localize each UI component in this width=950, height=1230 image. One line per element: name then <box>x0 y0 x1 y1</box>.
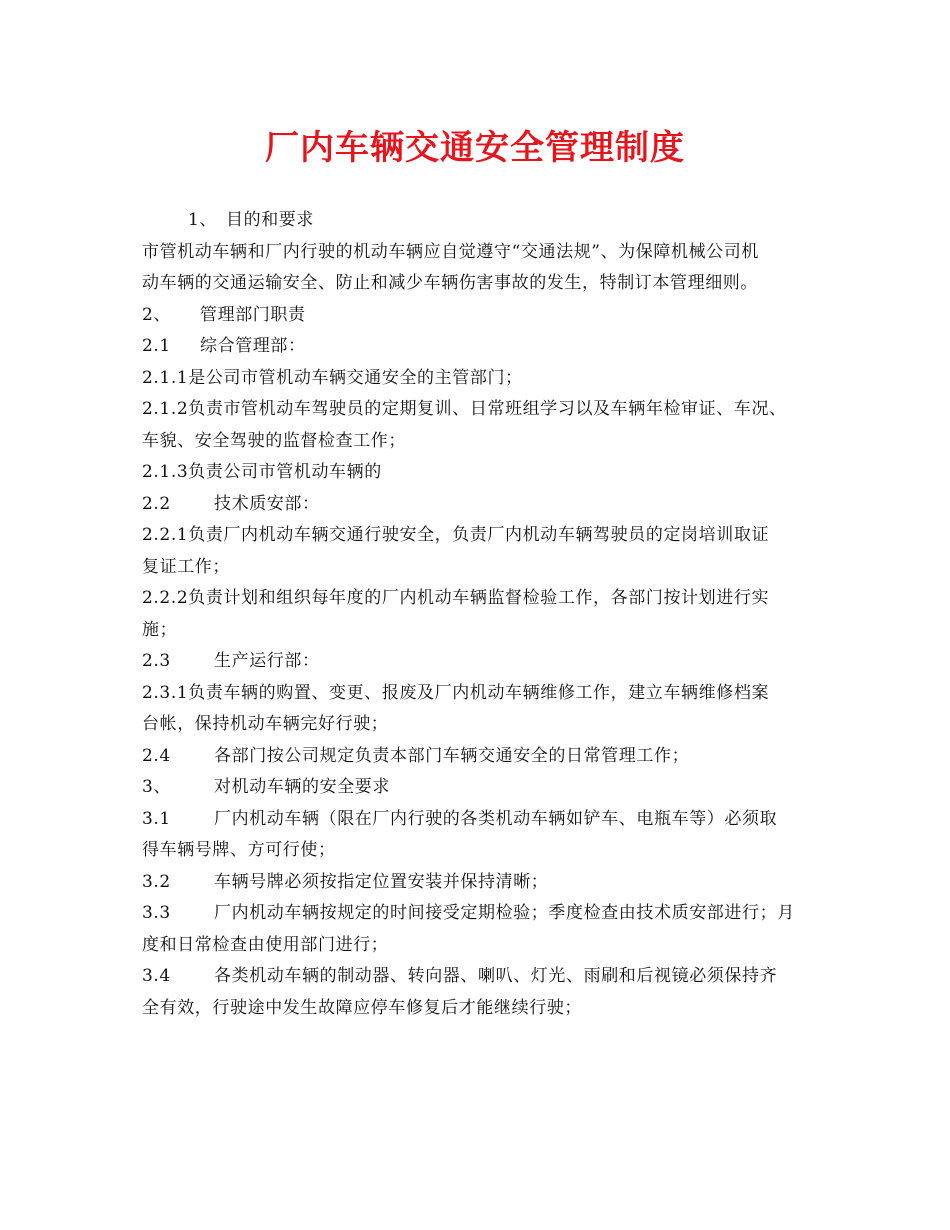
line-text: 台帐，保持机动车辆完好行驶； <box>142 714 389 734</box>
line-text: 各部门按公司规定负责本部门车辆交通安全的日常管理工作； <box>214 745 690 766</box>
line-text: 施； <box>142 619 178 640</box>
paragraph-line <box>142 552 822 584</box>
section-number: 3.4 <box>142 966 171 986</box>
paragraph-line <box>142 804 822 836</box>
section-number: 1、 <box>188 210 218 230</box>
paragraph-line <box>142 646 822 678</box>
line-text: 得车辆号牌、方可行使； <box>142 840 336 860</box>
section-number: 2.3 <box>142 651 171 671</box>
paragraph-line <box>142 867 822 899</box>
line-text: 车貌、安全驾驶的监督检查工作； <box>142 430 406 451</box>
line-text: 各类机动车辆的制动器、转向器、喇叭、灯光、雨刷和后视镜必须保持齐 <box>214 966 778 986</box>
section-number: 2.1 <box>142 336 171 356</box>
line-text: 技术质安部： <box>214 493 320 514</box>
document-body <box>142 205 822 1024</box>
line-text: 目的和要求 <box>226 210 314 230</box>
line-text: 复证工作； <box>142 556 230 577</box>
line-text: 度和日常检查由使用部门进行； <box>142 934 389 955</box>
line-text: 2.1.3负责公司市管机动车辆的 <box>142 462 382 482</box>
paragraph-line <box>142 489 822 521</box>
paragraph-line <box>142 772 822 804</box>
paragraph-line <box>142 583 822 615</box>
paragraph-line <box>142 520 822 552</box>
paragraph-line <box>142 237 822 269</box>
paragraph-line <box>142 457 822 489</box>
line-text: 2.1.2负责市管机动车驾驶员的定期复训、日常班组学习以及车辆年检审证、车况、 <box>142 399 787 419</box>
paragraph-line <box>142 615 822 647</box>
paragraph-line <box>142 394 822 426</box>
line-text: 2.3.1负责车辆的购置、变更、报废及厂内机动车辆维修工作，建立车辆维修档案 <box>142 682 770 703</box>
paragraph-line <box>142 993 822 1025</box>
section-number: 2.2 <box>142 493 171 514</box>
paragraph-line <box>142 363 822 395</box>
paragraph-line <box>142 709 822 741</box>
paragraph-line <box>142 426 822 458</box>
line-text: 2.2.1负责厂内机动车辆交通行驶安全，负责厂内机动车辆驾驶员的定岗培训取证 <box>142 525 770 545</box>
section-number: 3.1 <box>142 808 171 829</box>
section-number: 3.2 <box>142 871 171 892</box>
line-text: 综合管理部： <box>200 336 306 356</box>
paragraph-line <box>142 961 822 993</box>
paragraph-line <box>142 678 822 710</box>
paragraph-line <box>142 268 822 300</box>
line-text: 对机动车辆的安全要求 <box>214 777 390 797</box>
paragraph-line <box>142 898 822 930</box>
line-text: 2.1.1是公司市管机动车辆交通安全的主管部门； <box>142 367 523 388</box>
paragraph-line <box>142 205 822 237</box>
line-text: 生产运行部： <box>214 651 320 671</box>
paragraph-line <box>142 741 822 773</box>
section-number: 3.3 <box>142 903 171 923</box>
line-text: 厂内机动车辆按规定的时间接受定期检验；季度检查由技术质安部进行；月 <box>214 903 795 923</box>
section-number: 2、 <box>142 304 172 325</box>
line-text: 厂内机动车辆（限在厂内行驶的各类机动车辆如铲车、电瓶车等）必须取 <box>214 808 778 829</box>
document-title: 厂内车辆交通安全管理制度 <box>265 128 685 168</box>
line-text: 动车辆的交通运输安全、防止和减少车辆伤害事故的发生，特制订本管理细则。 <box>142 273 758 293</box>
line-text: 车辆号牌必须按指定位置安装并保持清晰； <box>214 871 549 892</box>
paragraph-line <box>142 331 822 363</box>
line-text: 市管机动车辆和厂内行驶的机动车辆应自觉遵守“交通法规”、为保障机械公司机 <box>142 241 759 262</box>
paragraph-line <box>142 300 822 332</box>
line-text: 管理部门职责 <box>200 304 306 325</box>
line-text: 全有效，行驶途中发生故障应停车修复后才能继续行驶； <box>142 997 582 1018</box>
line-text: 2.2.2负责计划和组织每年度的厂内机动车辆监督检验工作，各部门按计划进行实 <box>142 588 770 608</box>
paragraph-line <box>142 835 822 867</box>
section-number: 3、 <box>142 777 172 797</box>
paragraph-line <box>142 930 822 962</box>
section-number: 2.4 <box>142 745 171 766</box>
